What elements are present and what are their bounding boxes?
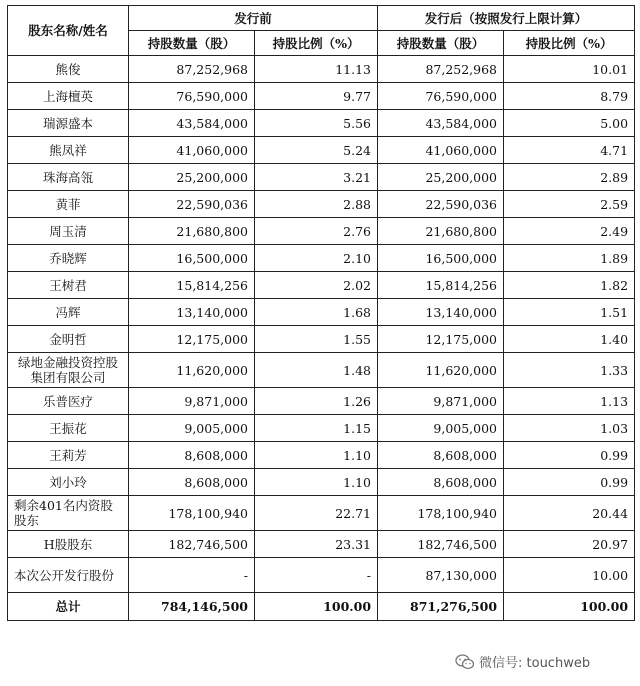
table-row	[8, 326, 635, 353]
table-row	[8, 272, 635, 299]
after-shares: 15,814,256	[378, 272, 504, 299]
table-row	[8, 245, 635, 272]
shareholder-name: 剩余401名内资股股东	[8, 496, 129, 531]
before-shares: 8,608,000	[129, 469, 255, 496]
after-shares: 43,584,000	[378, 110, 504, 137]
before-shares: 22,590,036	[129, 191, 255, 218]
header-before-shares: 持股数量（股）	[129, 31, 255, 56]
shareholder-name: 刘小玲	[8, 469, 129, 496]
after-shares: 22,590,036	[378, 191, 504, 218]
before-ratio: 1.26	[255, 388, 378, 415]
before-shares: 11,620,000	[129, 353, 255, 388]
before-ratio: 22.71	[255, 496, 378, 531]
header-before-ratio: 持股比例（%）	[255, 31, 378, 56]
table-row	[8, 531, 635, 558]
table-row	[8, 56, 635, 83]
total-after-ratio: 100.00	[504, 593, 635, 621]
after-shares: 41,060,000	[378, 137, 504, 164]
header-after-shares: 持股数量（股）	[378, 31, 504, 56]
before-shares: 13,140,000	[129, 299, 255, 326]
shareholder-name: 上海檀英	[8, 83, 129, 110]
after-shares: 21,680,800	[378, 218, 504, 245]
table-row	[8, 415, 635, 442]
before-shares: 15,814,256	[129, 272, 255, 299]
shareholder-name: 王振花	[8, 415, 129, 442]
after-ratio: 0.99	[504, 469, 635, 496]
before-shares: 8,608,000	[129, 442, 255, 469]
shareholder-name: 黄菲	[8, 191, 129, 218]
shareholder-name: 王树君	[8, 272, 129, 299]
before-shares: 178,100,940	[129, 496, 255, 531]
before-shares: 12,175,000	[129, 326, 255, 353]
table-row	[8, 353, 635, 388]
table-row	[8, 137, 635, 164]
table-row	[8, 110, 635, 137]
before-ratio: 1.68	[255, 299, 378, 326]
before-ratio: -	[255, 558, 378, 593]
before-ratio: 23.31	[255, 531, 378, 558]
after-ratio: 2.49	[504, 218, 635, 245]
before-ratio: 5.24	[255, 137, 378, 164]
table-row	[8, 388, 635, 415]
watermark	[455, 652, 590, 671]
shareholder-name: 熊俊	[8, 56, 129, 83]
before-shares: 21,680,800	[129, 218, 255, 245]
total-row	[8, 593, 635, 621]
after-ratio: 5.00	[504, 110, 635, 137]
after-shares: 182,746,500	[378, 531, 504, 558]
total-before-ratio: 100.00	[255, 593, 378, 621]
before-shares: 9,005,000	[129, 415, 255, 442]
table-row	[8, 558, 635, 593]
before-shares: 16,500,000	[129, 245, 255, 272]
before-shares: 41,060,000	[129, 137, 255, 164]
before-shares: 43,584,000	[129, 110, 255, 137]
shareholder-name: 周玉清	[8, 218, 129, 245]
before-ratio: 1.15	[255, 415, 378, 442]
before-shares: -	[129, 558, 255, 593]
after-shares: 178,100,940	[378, 496, 504, 531]
after-shares: 25,200,000	[378, 164, 504, 191]
before-ratio: 11.13	[255, 56, 378, 83]
before-ratio: 9.77	[255, 83, 378, 110]
after-ratio: 10.01	[504, 56, 635, 83]
before-ratio: 5.56	[255, 110, 378, 137]
after-ratio: 0.99	[504, 442, 635, 469]
before-ratio: 2.88	[255, 191, 378, 218]
after-ratio: 1.40	[504, 326, 635, 353]
shareholder-name: 冯辉	[8, 299, 129, 326]
after-ratio: 1.33	[504, 353, 635, 388]
after-ratio: 1.13	[504, 388, 635, 415]
table-row	[8, 218, 635, 245]
shareholder-name: 金明哲	[8, 326, 129, 353]
after-shares: 8,608,000	[378, 469, 504, 496]
table-row	[8, 496, 635, 531]
before-shares: 76,590,000	[129, 83, 255, 110]
table-row	[8, 469, 635, 496]
after-shares: 13,140,000	[378, 299, 504, 326]
before-ratio: 2.02	[255, 272, 378, 299]
after-ratio: 1.51	[504, 299, 635, 326]
before-shares: 87,252,968	[129, 56, 255, 83]
before-ratio: 1.55	[255, 326, 378, 353]
after-ratio: 1.03	[504, 415, 635, 442]
wechat-icon	[455, 654, 475, 670]
before-shares: 9,871,000	[129, 388, 255, 415]
before-ratio: 1.48	[255, 353, 378, 388]
after-shares: 12,175,000	[378, 326, 504, 353]
table-row	[8, 191, 635, 218]
after-ratio: 8.79	[504, 83, 635, 110]
before-ratio: 2.76	[255, 218, 378, 245]
after-shares: 9,871,000	[378, 388, 504, 415]
after-shares: 16,500,000	[378, 245, 504, 272]
shareholder-name: 绿地金融投资控股集团有限公司	[8, 353, 129, 388]
before-ratio: 2.10	[255, 245, 378, 272]
shareholder-name: 珠海高瓴	[8, 164, 129, 191]
before-ratio: 1.10	[255, 442, 378, 469]
table-row	[8, 299, 635, 326]
after-ratio: 1.82	[504, 272, 635, 299]
total-label: 总计	[8, 593, 129, 621]
shareholder-name: H股股东	[8, 531, 129, 558]
shareholder-name: 熊凤祥	[8, 137, 129, 164]
after-shares: 76,590,000	[378, 83, 504, 110]
before-ratio: 3.21	[255, 164, 378, 191]
after-ratio: 2.59	[504, 191, 635, 218]
before-shares: 25,200,000	[129, 164, 255, 191]
after-ratio: 2.89	[504, 164, 635, 191]
header-after: 发行后（按照发行上限计算）	[378, 6, 635, 31]
before-shares: 182,746,500	[129, 531, 255, 558]
header-after-ratio: 持股比例（%）	[504, 31, 635, 56]
shareholder-name: 乔晓辉	[8, 245, 129, 272]
after-shares: 8,608,000	[378, 442, 504, 469]
watermark-text: 微信号: touchweb	[479, 656, 591, 671]
after-shares: 87,130,000	[378, 558, 504, 593]
before-ratio: 1.10	[255, 469, 378, 496]
table-row	[8, 83, 635, 110]
after-shares: 87,252,968	[378, 56, 504, 83]
after-shares: 9,005,000	[378, 415, 504, 442]
shareholder-name: 瑞源盛本	[8, 110, 129, 137]
shareholder-name: 本次公开发行股份	[8, 558, 129, 593]
after-shares: 11,620,000	[378, 353, 504, 388]
total-after-shares: 871,276,500	[378, 593, 504, 621]
table-row	[8, 442, 635, 469]
shareholder-name: 王莉芳	[8, 442, 129, 469]
header-name-col: 股东名称/姓名	[8, 6, 129, 56]
after-ratio: 20.97	[504, 531, 635, 558]
table-row	[8, 164, 635, 191]
after-ratio: 4.71	[504, 137, 635, 164]
shareholder-name: 乐普医疗	[8, 388, 129, 415]
total-before-shares: 784,146,500	[129, 593, 255, 621]
shareholding-table	[7, 5, 635, 621]
after-ratio: 1.89	[504, 245, 635, 272]
header-before: 发行前	[129, 6, 378, 31]
after-ratio: 20.44	[504, 496, 635, 531]
after-ratio: 10.00	[504, 558, 635, 593]
